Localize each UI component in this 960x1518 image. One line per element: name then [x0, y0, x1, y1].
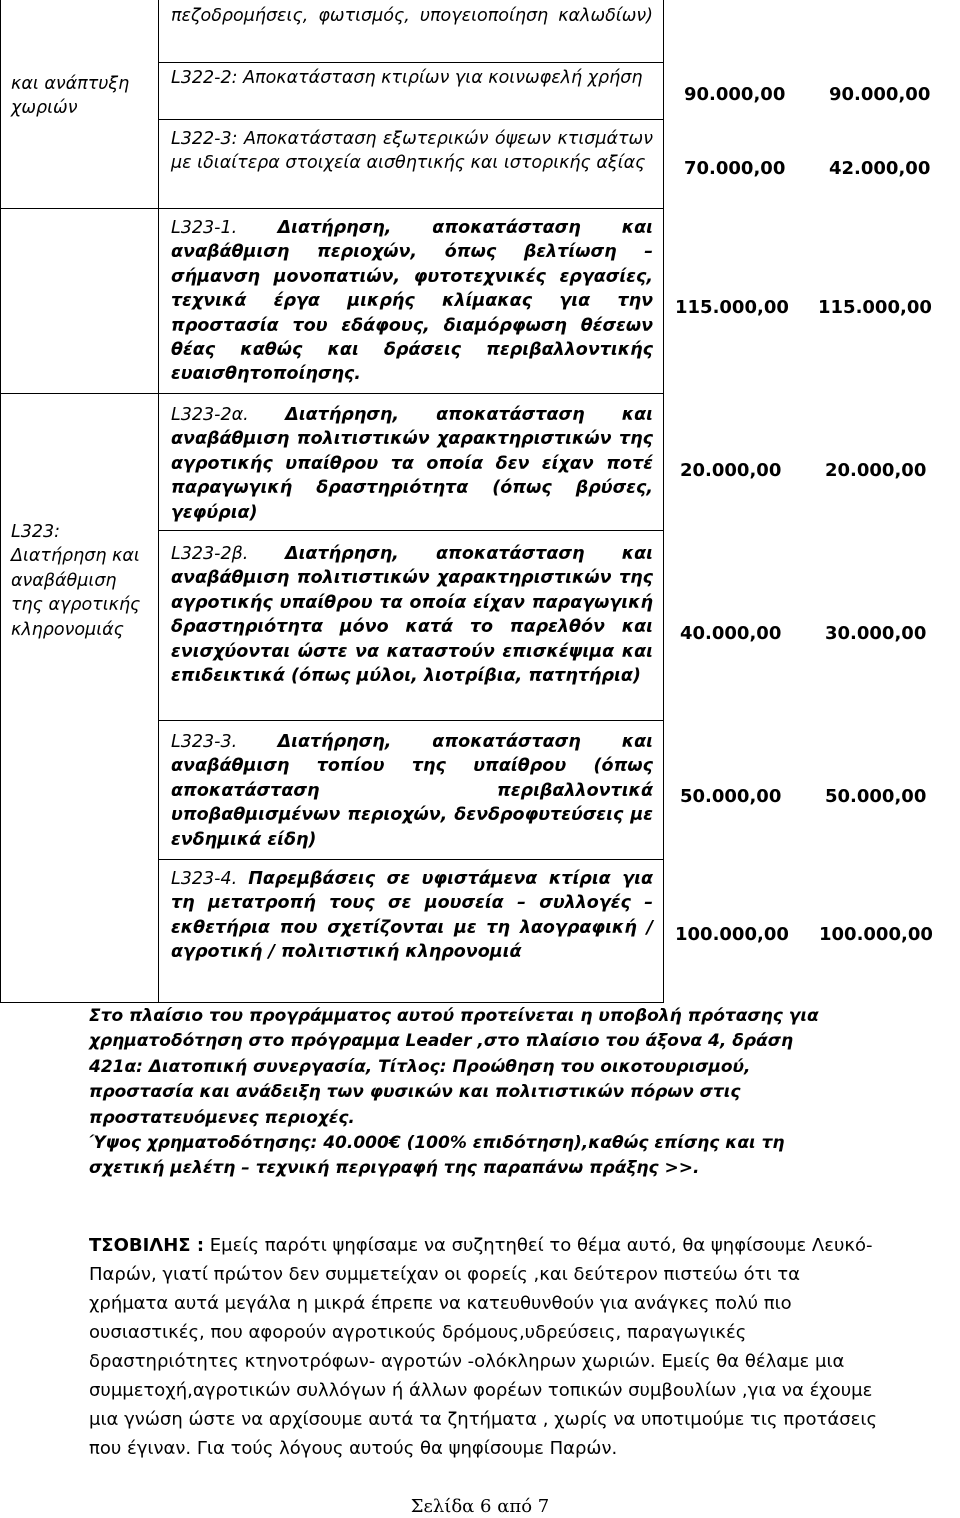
row-budget: 90.000,00 [684, 84, 786, 105]
row-eligible: 30.000,00 [825, 623, 927, 644]
row-code: L323-2β. [171, 544, 249, 564]
row-budget: 40.000,00 [680, 623, 782, 644]
row-description: Αποκατάσταση εξωτερικών όψεων κτισμάτων με ιδιαίτερα στοιχεία αισθητικής και ιστορικής αξίας [171, 129, 653, 174]
row-code: L323-3. [171, 732, 238, 752]
table-row [171, 216, 653, 387]
row-eligible: 100.000,00 [819, 924, 933, 945]
proposal-text: Στο πλαίσιο του προγράμματος αυτού προτείνεται η υποβολή πρότασης για χρηματοδότηση στο πρόγραμμα Leader ,στο πλαίσιο του άξονα 4, δράση 421α: Διατοπική συνεργασία, Τίτλος: Προώθηση του οικοτουρισμού, προστασία και ανάδειξη των φυσικών και πολιτιστικών πόρων στις προστατευόμενες περιοχές. [89, 1006, 819, 1128]
row-description: Διατήρηση, αποκατάσταση και αναβάθμιση περιοχών, όπως βελτίωση – σήμανση μονοπατιών, φυτοτεχνικές εργασίες, τεχνικά έργα μικρής κλίμακας για την προστασία του εδάφους, διαμόρφωση θέσεων θέας καθώς και δράσεις περιβαλλοντικής ευαισθητοποίησης. [171, 218, 653, 385]
row-description: Διατήρηση, αποκατάσταση και αναβάθμιση πολιτιστικών χαρακτηριστικών της αγροτικής υπαίθρου τα οποία είχαν παραγωγική δραστηριότητα μόνο κατά το παρελθόν και ενισχύονται ώστε να καταστούν επισκέψιμα και επιδεικτικά (όπως μύλοι, λιοτρίβια, πατητήρια) [171, 544, 653, 687]
row-eligible: 90.000,00 [829, 84, 931, 105]
row-description: Διατήρηση, αποκατάσταση και αναβάθμιση πολιτιστικών χαρακτηριστικών της αγροτικής υπαίθρου τα οποία δεν είχαν ποτέ παραγωγική δραστηριότητα (όπως βρύσες, γεφύρια) [171, 405, 653, 523]
table-row [171, 730, 653, 852]
row-eligible: 42.000,00 [829, 158, 931, 179]
measure-l322-label: και ανάπτυξη χωριών [11, 74, 130, 119]
row-eligible: 50.000,00 [825, 786, 927, 807]
row-description: Διατήρηση, αποκατάσταση και αναβάθμιση τοπίου της υπαίθρου (όπως αποκατάσταση περιβαλλοντικά υποβαθμισμένων περιοχών, δενδροφυτεύσεις με ενδημικά είδη) [171, 732, 653, 850]
row-budget: 100.000,00 [675, 924, 789, 945]
row-code: L322-2: [171, 68, 238, 88]
row-description: Παρεμβάσεις σε υφιστάμενα κτίρια για τη μετατροπή τους σε μουσεία – συλλογές – εκθετήρια που σχετίζονται με τη λαογραφική / αγροτική / πολιτιστική κληρονομιά [171, 869, 653, 963]
speaker-statement: Εμείς παρότι ψηφίσαμε να συζητηθεί το θέμα αυτό, θα ψηφίσουμε Λευκό-Παρών, γιατί πρώτον δεν συμμετείχαν οι φορείς ,και δεύτερον πιστεύω ότι τα χρήματα αυτά μεγάλα η μικρά έπρεπε να κατευθυνθούν για ανάγκες πολύ πιο ουσιαστικές, που αφορούν αγροτικούς δρόμους,υδρεύσεις, παραγωγικές δραστηριότητες κτηνοτρόφων- αγροτών -ολόκληρων χωριών. Εμείς θα θέλαμε μια συμμετοχή,αγροτικών συλλόγων ή άλλων φορέων τοπικών συμβουλίων ,για να έχουμε μια γνώση ώστε να αρχίσουμε αυτά τα ζητήματα , χωρίς να υποτιμούμε τις προτάσεις που έγιναν. Για τούς λόγους αυτούς θα ψηφίσουμε Παρών. [89, 1235, 878, 1459]
row-description: Αποκατάσταση κτιρίων για κοινωφελή χρήση [243, 68, 643, 88]
row-budget: 50.000,00 [680, 786, 782, 807]
row-code: L322-3: [171, 129, 238, 149]
page-number: Σελίδα 6 από 7 [410, 1496, 550, 1517]
speaker-name: ΤΣΟΒΙΛΗΣ : [89, 1235, 205, 1256]
row-eligible: 20.000,00 [825, 460, 927, 481]
row-code: L323-2α. [171, 405, 249, 425]
table-row [171, 66, 653, 90]
table-row [171, 127, 653, 176]
funding-text: Ύψος χρηματοδότησης: 40.000€ (100% επιδότηση),καθώς επίσης και τη σχετική μελέτη – τεχνική περιγραφή της παραπάνω πράξης >>. [89, 1133, 785, 1179]
table-row [171, 403, 653, 525]
row-budget: 20.000,00 [680, 460, 782, 481]
table-row [171, 542, 653, 688]
row-continuation-text: πεζοδρομήσεις, φωτισμός, υπογειοποίηση καλωδίων) [171, 6, 653, 26]
row-eligible: 115.000,00 [818, 297, 932, 318]
row-code: L323-1. [171, 218, 238, 238]
measure-l323-label: L323: Διατήρηση και αναβάθμιση της αγροτικής κληρονομιάς [11, 522, 141, 640]
row-budget: 115.000,00 [675, 297, 789, 318]
proposal-paragraph [89, 1004, 849, 1182]
discussion-paragraph [89, 1231, 879, 1463]
row-code: L323-4. [171, 869, 238, 889]
table-row [171, 867, 653, 965]
row-budget: 70.000,00 [684, 158, 786, 179]
